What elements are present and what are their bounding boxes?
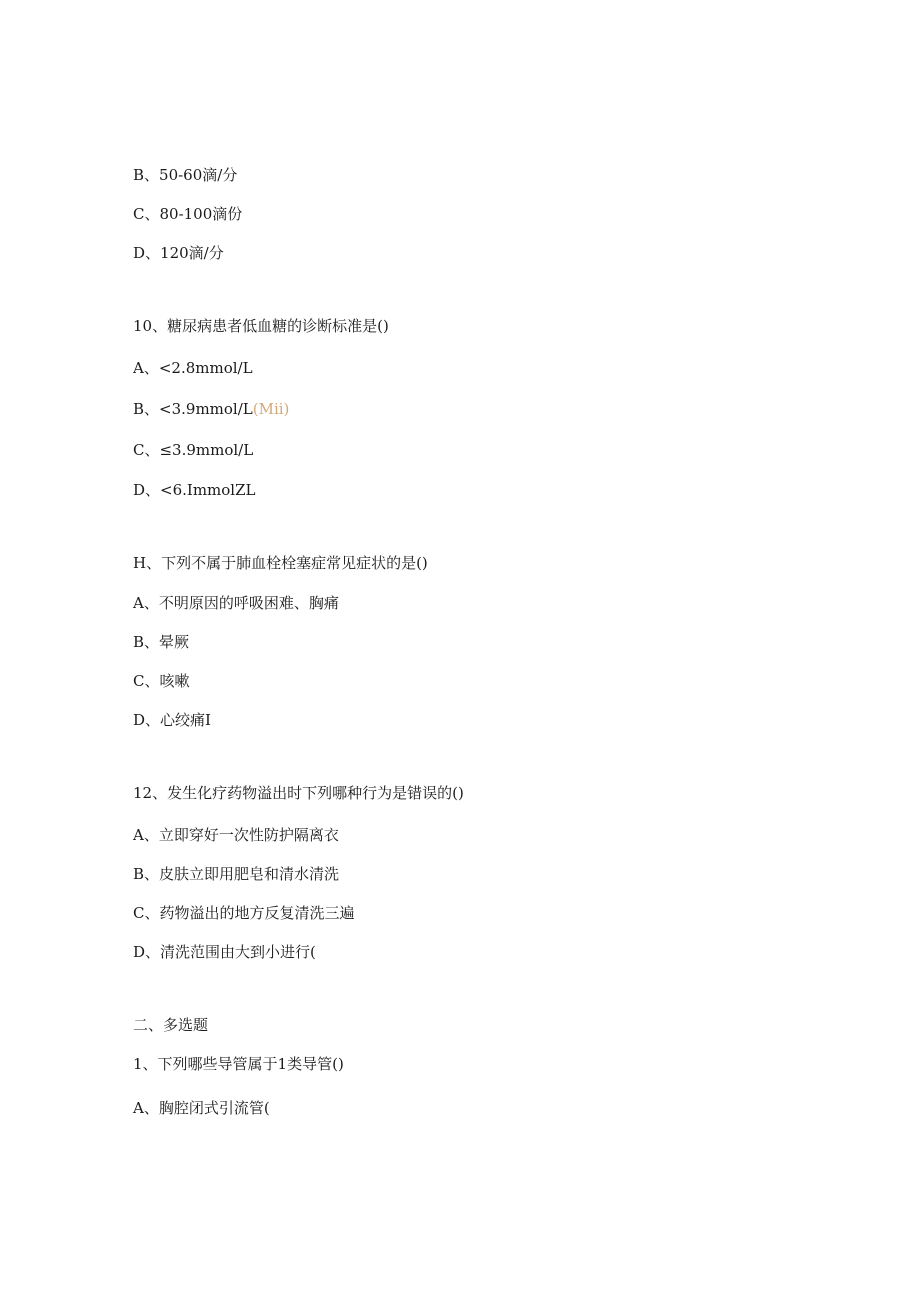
q10-option-c: C、≤3.9mmol/L	[133, 441, 254, 459]
q12-option-b: B、皮肤立即用肥皂和清水清洗	[133, 865, 340, 883]
q10-question: 10、糖尿病患者低血糖的诊断标准是()	[133, 317, 389, 335]
q9-option-c: C、80-100滴份	[133, 205, 243, 223]
q12-option-c: C、药物溢出的地方反复清洗三遍	[133, 904, 355, 922]
q12-question: 12、发生化疗药物溢出时下列哪种行为是错误的()	[133, 784, 464, 802]
q11-option-b: B、晕厥	[133, 633, 190, 651]
q10-option-a: A、<2.8mmol/L	[133, 359, 253, 377]
s2-q1-question: 1、下列哪些导管属于1类导管()	[133, 1055, 344, 1073]
q12-option-a: A、立即穿好一次性防护隔离衣	[133, 826, 339, 844]
q9-option-b: B、50-60滴/分	[133, 166, 238, 184]
q11-question: H、下列不属于肺血栓栓塞症常见症状的是()	[133, 554, 428, 572]
q11-option-c: C、咳嗽	[133, 672, 190, 690]
q11-option-a: A、不明原因的呼吸困难、胸痛	[133, 594, 339, 612]
q10-option-d: D、<6.ImmolZL	[133, 481, 256, 499]
q9-option-d: D、120滴/分	[133, 244, 224, 262]
section-title: 二、多选题	[133, 1016, 209, 1034]
q10-option-b	[133, 399, 289, 419]
q11-option-d: D、心绞痛I	[133, 711, 211, 729]
q10-option-b-text: B、<3.9mmol/L	[133, 400, 253, 418]
q10-option-b-annotation: (Mii)	[252, 400, 290, 418]
s2-q1-option-a: A、胸腔闭式引流管(	[133, 1099, 270, 1117]
q12-option-d: D、清洗范围由大到小进行(	[133, 943, 316, 961]
